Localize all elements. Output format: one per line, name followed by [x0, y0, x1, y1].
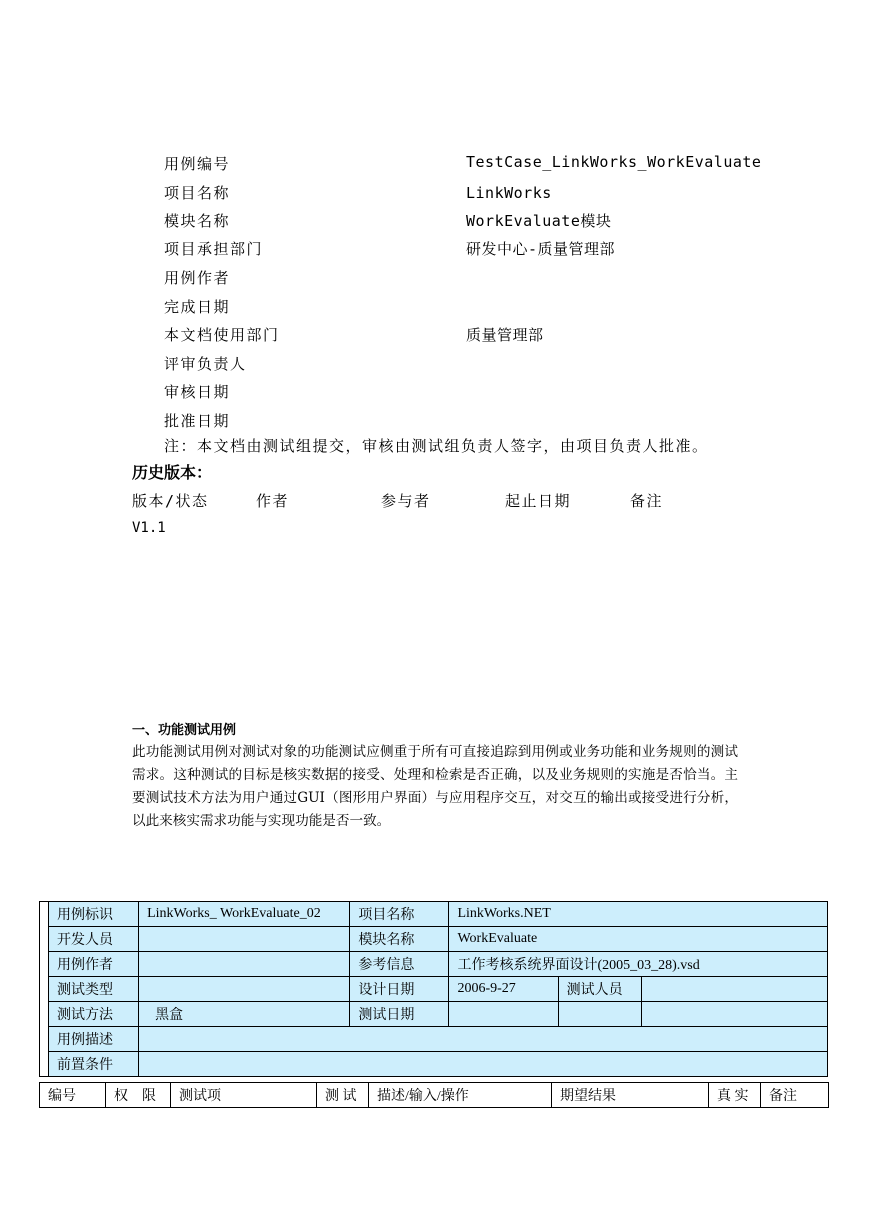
author-value	[139, 952, 350, 977]
cover-label: 项目承担部门	[164, 240, 264, 258]
project-name-label: 项目名称	[350, 902, 449, 927]
history-header: 备注	[630, 492, 664, 510]
cover-value: 质量管理部	[466, 326, 544, 344]
steps-header-cell: 期望结果	[552, 1083, 709, 1108]
empty-cell	[641, 1002, 827, 1027]
project-name-value: LinkWorks.NET	[449, 902, 828, 927]
history-title: 历史版本：	[132, 463, 213, 482]
history-header: 作者	[256, 492, 290, 510]
testcase-table	[39, 901, 828, 1077]
module-name-label: 模块名称	[350, 927, 449, 952]
tester-label: 测试人员	[558, 977, 641, 1002]
cover-label: 评审负责人	[164, 355, 247, 373]
steps-header-cell: 描述/输入/操作	[369, 1083, 552, 1108]
steps-header-cell: 编号	[40, 1083, 106, 1108]
cover-label: 本文档使用部门	[164, 326, 280, 344]
module-name-value: WorkEvaluate	[449, 927, 828, 952]
section-title: 一、功能测试用例	[132, 723, 237, 738]
steps-table	[39, 1082, 829, 1108]
cover-label: 项目名称	[164, 184, 231, 202]
testcase-id-label: 用例标识	[49, 902, 139, 927]
tester-value	[641, 977, 827, 1002]
cover-label: 用例编号	[164, 155, 231, 173]
description-label: 用例描述	[49, 1027, 139, 1052]
history-header: 参与者	[381, 492, 431, 510]
description-value	[139, 1027, 828, 1052]
cover-label: 完成日期	[164, 298, 231, 316]
table-gutter	[40, 902, 49, 1077]
history-version: V1.1	[132, 520, 166, 536]
test-date-label: 测试日期	[350, 1002, 449, 1027]
history-header: 版本/状态	[132, 492, 209, 510]
cover-value: WorkEvaluate模块	[466, 212, 612, 230]
reference-value: 工作考核系统界面设计(2005_03_28).vsd	[449, 952, 828, 977]
test-type-label: 测试类型	[49, 977, 139, 1002]
steps-header-cell: 测试项	[171, 1083, 317, 1108]
steps-header-cell: 权 限	[106, 1083, 171, 1108]
steps-header-cell: 真 实	[709, 1083, 761, 1108]
design-date-label: 设计日期	[350, 977, 449, 1002]
design-date-value: 2006-9-27	[449, 977, 558, 1002]
test-method-value: 黑盒	[139, 1002, 350, 1027]
test-method-label: 测试方法	[49, 1002, 139, 1027]
section-body: 此功能测试用例对测试对象的功能测试应侧重于所有可直接追踪到用例或业务功能和业务规则的测试需求。这种测试的目标是核实数据的接受、处理和检索是否正确，以及业务规则的实施是否恰当。主要测试技术方法为用户通过GUI（图形用户界面）与应用程序交互，对交互的输出或接受进行分析，以此来核实需求功能与实现功能是否一致。	[132, 744, 738, 829]
developer-value	[139, 927, 350, 952]
test-type-value	[139, 977, 350, 1002]
cover-label: 用例作者	[164, 269, 231, 287]
history-header: 起止日期	[505, 492, 572, 510]
cover-value: LinkWorks	[466, 184, 552, 202]
cover-label: 批准日期	[164, 412, 231, 430]
reference-label: 参考信息	[350, 952, 449, 977]
test-date-value	[449, 1002, 558, 1027]
cover-label: 模块名称	[164, 212, 231, 230]
approval-note: 注：本文档由测试组提交，审核由测试组负责人签字，由项目负责人批准。	[164, 437, 709, 455]
cover-value: TestCase_LinkWorks_WorkEvaluate	[466, 153, 762, 171]
precondition-value	[139, 1052, 828, 1077]
precondition-label: 前置条件	[49, 1052, 139, 1077]
author-label: 用例作者	[49, 952, 139, 977]
steps-header-cell: 测 试	[317, 1083, 369, 1108]
steps-header-cell: 备注	[761, 1083, 829, 1108]
testcase-id-value: LinkWorks_ WorkEvaluate_02	[139, 902, 350, 927]
developer-label: 开发人员	[49, 927, 139, 952]
empty-cell	[558, 1002, 641, 1027]
cover-value: 研发中心-质量管理部	[466, 240, 616, 258]
cover-label: 审核日期	[164, 383, 231, 401]
